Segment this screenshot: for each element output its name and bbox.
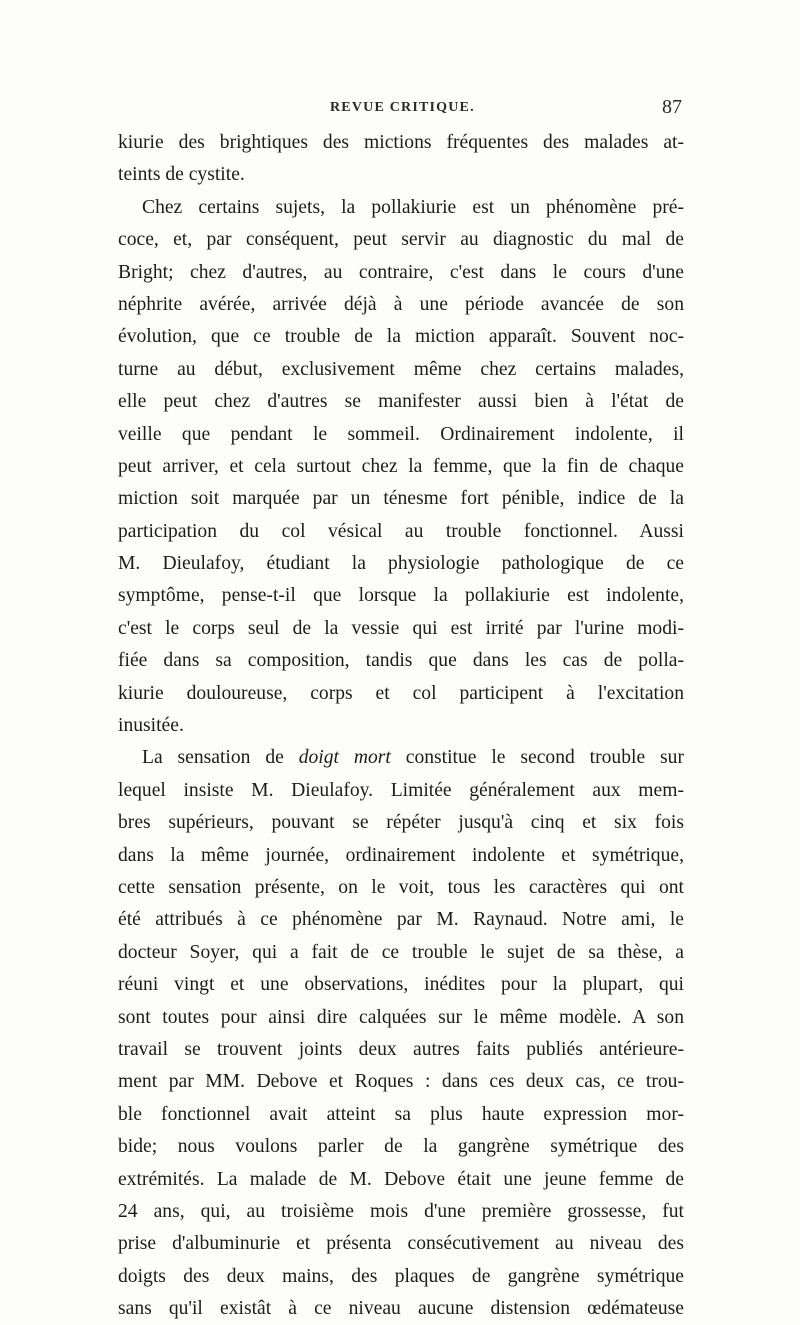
text-line: c'est le corps seul de la vessie qui est irrité par l'urine modi- xyxy=(118,617,684,639)
text-line: fiée dans sa composition, tandis que dans les cas de polla- xyxy=(118,650,684,672)
text-line: coce, et, par conséquent, peut servir au diagnostic du mal de xyxy=(118,229,684,251)
text-line: sont toutes pour ainsi dire calquées sur le même modèle. A son xyxy=(118,1006,684,1028)
text-line: bide; nous voulons parler de la gangrène symétrique des xyxy=(118,1136,684,1158)
text-line: miction soit marquée par un ténesme fort pénible, indice de la xyxy=(118,488,684,510)
text-line: ment par MM. Debove et Roques : dans ces deux cas, ce trou- xyxy=(118,1071,684,1093)
text-line: ble fonctionnel avait atteint sa plus haute expression mor- xyxy=(118,1103,684,1125)
text-line: été attribués à ce phénomène par M. Raynaud. Notre ami, le xyxy=(118,909,684,931)
text-line: réuni vingt et une observations, inédites pour la plupart, qui xyxy=(118,974,684,996)
italic-term: doigt mort xyxy=(298,747,391,769)
text-line: prise d'albuminurie et présenta consécutivement au niveau des xyxy=(118,1233,684,1255)
text-line: Bright; chez d'autres, au contraire, c'est dans le cours d'une xyxy=(118,261,684,283)
text-line: turne au début, exclusivement même chez certains malades, xyxy=(118,358,684,380)
text-line: lequel insiste M. Dieulafoy. Limitée généralement aux mem- xyxy=(118,779,684,801)
running-head: REVUE CRITIQUE. xyxy=(330,100,475,115)
text-line: M. Dieulafoy, étudiant la physiologie pathologique de ce xyxy=(118,553,684,575)
text-line: bres supérieurs, pouvant se répéter jusqu'à cinq et six fois xyxy=(118,812,684,834)
text-line: elle peut chez d'autres se manifester aussi bien à l'état de xyxy=(118,391,684,413)
text-line: symptôme, pense-t-il que lorsque la pollakiurie est indolente, xyxy=(118,585,684,607)
text-line: 24 ans, qui, au troisième mois d'une première grossesse, fut xyxy=(118,1200,684,1222)
text-line: teints de cystite. xyxy=(118,164,245,186)
text-line: doigts des deux mains, des plaques de gangrène symétrique xyxy=(118,1265,684,1287)
text-line: participation du col vésical au trouble fonctionnel. Aussi xyxy=(118,520,684,542)
text-line: kiurie douloureuse, corps et col participent à l'excitation xyxy=(118,682,684,704)
text-line: inusitée. xyxy=(118,715,184,737)
line-text-before-italic: La sensation de xyxy=(142,747,299,769)
body-text xyxy=(118,127,684,1325)
text-line: évolution, que ce trouble de la miction apparaît. Souvent noc- xyxy=(118,326,684,348)
text-line: extrémités. La malade de M. Debove était une jeune femme de xyxy=(118,1168,684,1190)
text-line: kiurie des brightiques des mictions fréquentes des malades at- xyxy=(118,132,684,153)
paragraph-start-line xyxy=(118,742,684,774)
text-line: néphrite avérée, arrivée déjà à une période avancée de son xyxy=(118,293,684,315)
text-line: docteur Soyer, qui a fait de ce trouble le sujet de sa thèse, a xyxy=(118,941,684,963)
text-line: cette sensation présente, on le voit, tous les caractères qui ont xyxy=(118,876,684,898)
text-line: peut arriver, et cela surtout chez la femme, que la fin de chaque xyxy=(118,455,684,477)
paragraph-start-line: Chez certains sujets, la pollakiurie est un phénomène pré- xyxy=(142,196,684,218)
page-number: 87 xyxy=(662,96,682,118)
text-line: sans qu'il existât à ce niveau aucune distension œdémateuse xyxy=(118,1298,684,1320)
text-line: dans la même journée, ordinairement indolente et symétrique, xyxy=(118,844,684,866)
text-line: travail se trouvent joints deux autres faits publiés antérieure- xyxy=(118,1038,684,1060)
page-header xyxy=(118,96,684,120)
line-text-after-italic: constitue le second trouble sur xyxy=(390,747,684,769)
text-line: veille que pendant le sommeil. Ordinairement indolente, il xyxy=(118,423,684,445)
